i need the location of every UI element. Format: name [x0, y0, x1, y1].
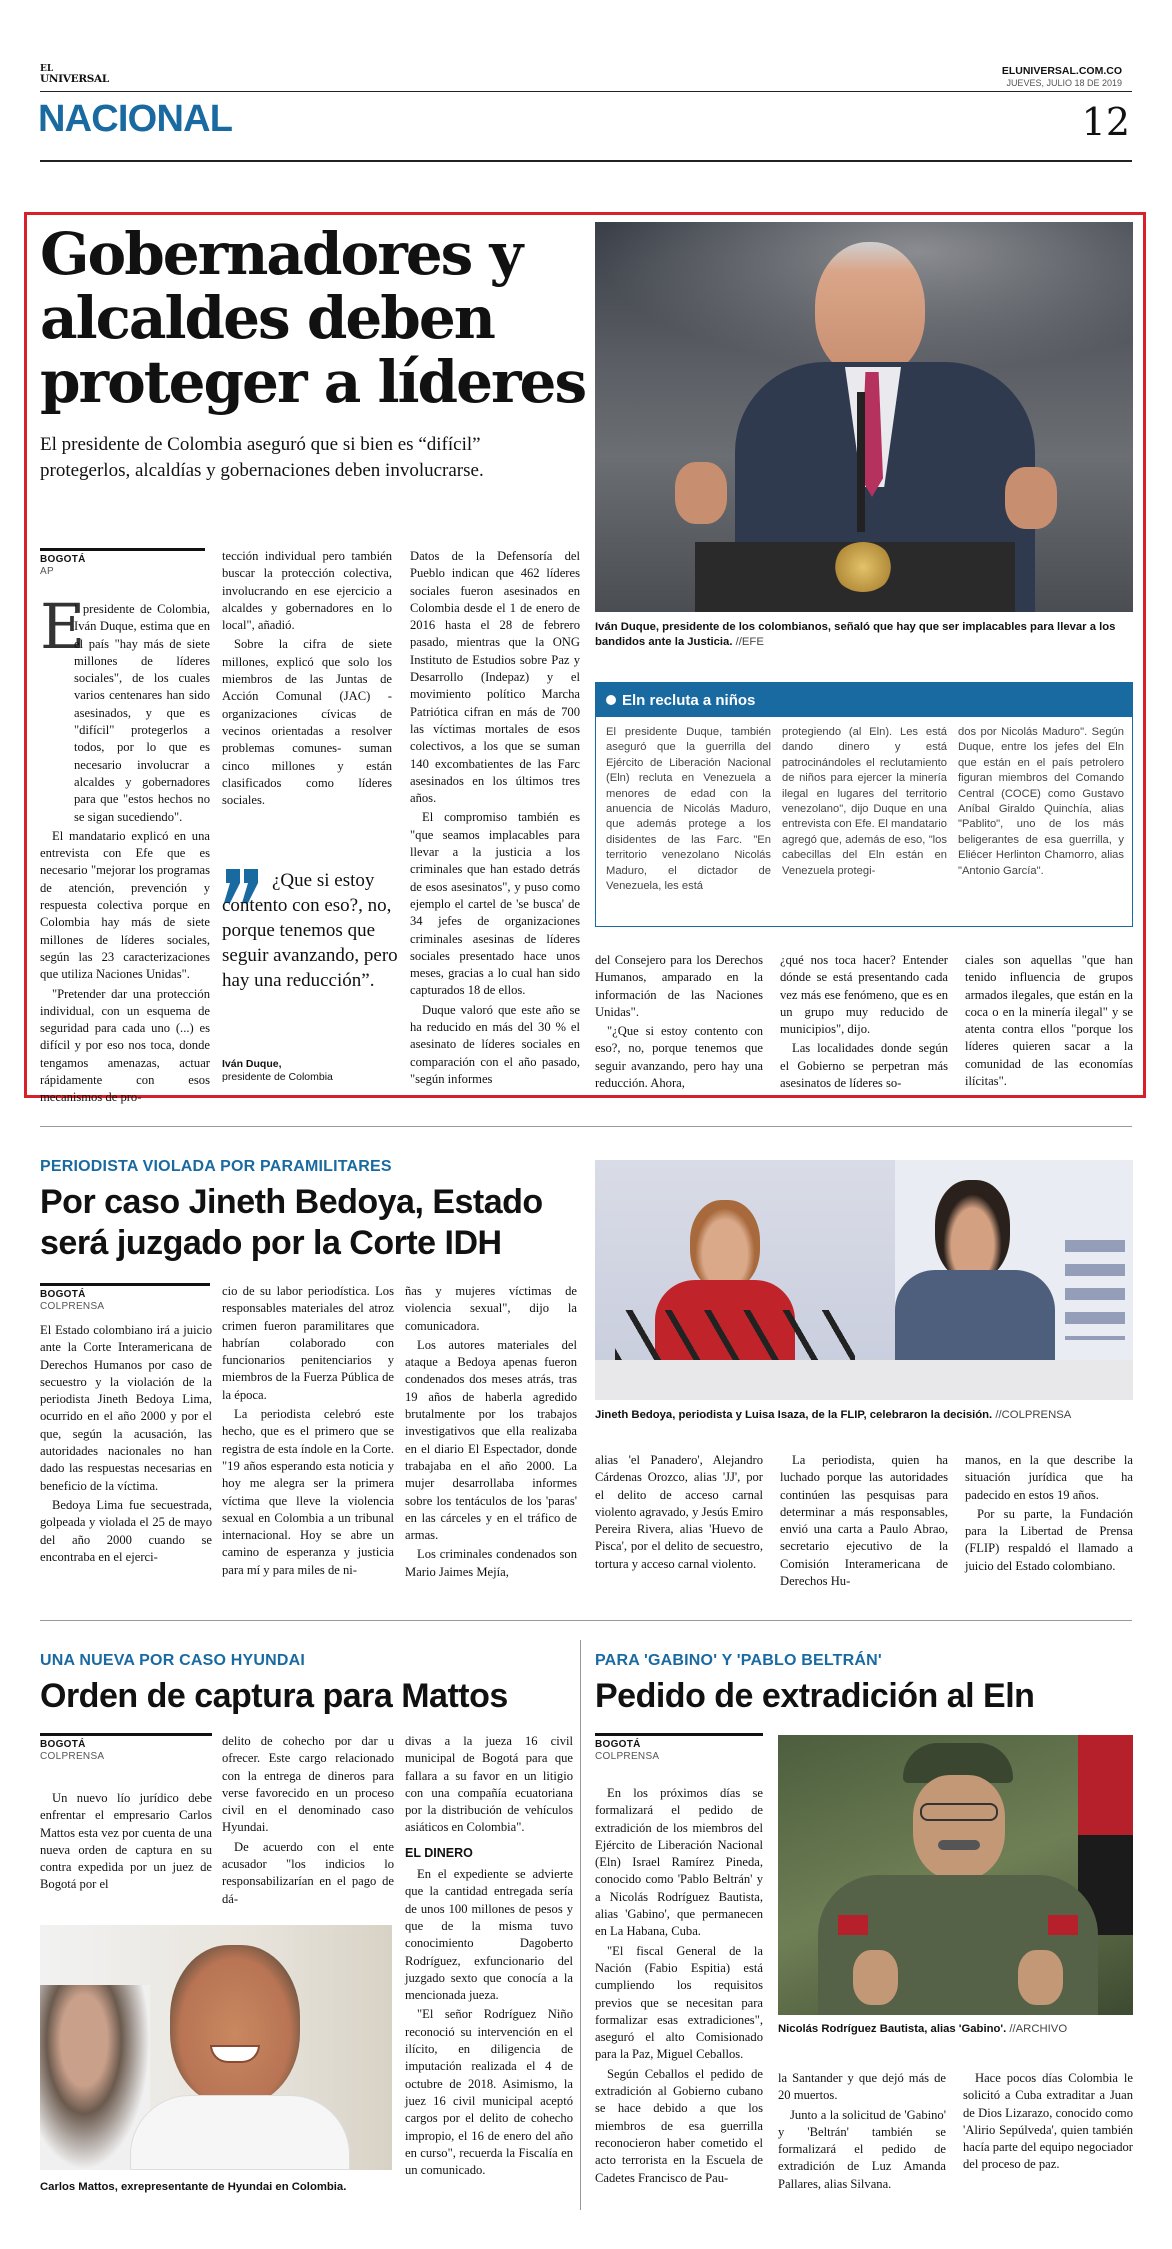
subhead: EL DINERO	[405, 1845, 473, 1860]
story4-headline: Pedido de extradición al Eln	[595, 1677, 1035, 1715]
story2-column-2	[222, 1283, 394, 1633]
armband-left	[838, 1915, 868, 1935]
table-edge	[595, 1360, 1133, 1400]
paragraph: Un nuevo lío jurídico debe enfrentar el empresario Carlos Mattos esta vez por cuenta de una nueva orden de captura en su contra expedida por un juez de Bogotá por el	[40, 1791, 212, 1892]
dateline-source: COLPRENSA	[40, 1751, 105, 1762]
photo-credit: //ARCHIVO	[1009, 2023, 1068, 2035]
sidebar-box	[595, 682, 1133, 927]
story3-column-1	[40, 1790, 212, 1915]
paragraph: Los criminales condenados son Mario Jaimes Mejía,	[405, 1547, 577, 1579]
story1-deck	[40, 432, 610, 484]
paragraph: El Estado colombiano irá a juicio ante la Corte Interamericana de Derechos Humanos por caso de secuestro y la violación de la periodista Jineth Bedoya Lima, ocurrido en el año 2000 y por el que, según la acusación, las autoridades nacionales no han dado las respuestas necesarias en beneficio de la víctima.	[40, 1323, 212, 1493]
gabino-head	[913, 1775, 1005, 1880]
dateline-source: AP	[40, 566, 54, 577]
story3-dateline	[40, 1733, 212, 1763]
story2-headline	[40, 1182, 600, 1264]
quote-role: presidente de Colombia	[222, 1071, 333, 1083]
story1-column-2	[222, 548, 392, 848]
headline-line: será juzgado por la Corte IDH	[40, 1224, 502, 1262]
headline-line: proteger a líderes	[40, 348, 586, 416]
sidebar-title: Eln recluta a niños	[622, 692, 756, 709]
story4-column-3	[963, 2070, 1133, 2205]
headline-line: Por caso Jineth Bedoya, Estado	[40, 1183, 543, 1221]
headline-line: alcaldes deben	[40, 284, 494, 352]
paragraph: l presidente de Colombia, Iván Duque, estima que en el país "hay más de siete millones de líderes sociales", de los cuales varios centenares han sido asesinados, y que es "difícil" protegerlos a todos, por lo que es necesario involucrar a alcaldes y gobernadores para que "estos hechos no se sigan sucediendo".	[74, 602, 210, 824]
dateline-source: COLPRENSA	[595, 1751, 660, 1762]
dateline-city: BOGOTÁ	[40, 1289, 86, 1300]
glasses	[920, 1803, 998, 1821]
story2-photo[interactable]	[595, 1160, 1133, 1400]
armband-right	[1048, 1915, 1078, 1935]
paragraph: En el expediente se advierte que la cantidad entregada sería de unos 100 millones de pesos y que de la misma tuvo conocimiento Dagoberto Rodríguez, exfuncionario del juzgado sexto que conocía a la mencionada jueza.	[405, 1867, 573, 2003]
dateline-city: BOGOTÁ	[595, 1739, 641, 1750]
caption-text: Jineth Bedoya, periodista y Luisa Isaza, de la FLIP, celebraron la decisión.	[595, 1409, 993, 1421]
story3-caption	[40, 2180, 392, 2195]
story4-column-1	[595, 1785, 763, 2205]
paragraph: Sobre la cifra de siete millones, explicó que solo los miembros de las Juntas de Acción Comunal (JAC) -organizaciones cívicas de vecinos orientadas a resolver problemas comunes- suman cinco millones y están clasificados como líderes sociales.	[222, 637, 392, 808]
story4-dateline	[595, 1733, 763, 1763]
sidebar-column-1: El presidente Duque, también aseguró que la guerrilla del Ejército de Liberación Nacional (Eln) recluta en Venezuela a menores de edad con la anuencia de Nicolás Maduro, que además protege a los disidentes de las Farc. "En territorio venezolano Nicolás Maduro, el dictador de Venezuela, les está	[606, 726, 771, 893]
sidebar-title-bar	[596, 685, 1132, 717]
paragraph: En los próximos días se formalizará el pedido de extradición de los miembros del Ejército de Liberación Nacional (Eln) Israel Ramírez Pineda, conocido como 'Pablo Beltrán' y a Nicolás Rodríguez Bautista, alias 'Gabino', que permanecen en La Habana, Cuba.	[595, 1786, 763, 1939]
right-hand	[1005, 467, 1057, 529]
woman-right-head	[935, 1180, 1010, 1280]
paragraph: Las localidades donde según el Gobierno se perpetran más asesinatos de líderes so-	[780, 1041, 948, 1091]
caption-text: Iván Duque, presidente de los colombianos, señaló que hay que ser implacables para llevar a los bandidos ante la Justicia.	[595, 621, 1116, 648]
paragraph: alias 'el Panadero', Alejandro Cárdenas Orozco, alias 'JJ', por el delito de acceso carnal violento agravado, y Jesús Emiro Pereira Rivera, alias 'Huevo de Pisca', por el delito de secuestro, tortura y acceso carnal violento.	[595, 1453, 763, 1571]
president-head	[815, 242, 925, 377]
paragraph: "¿Que si estoy contento con eso?, no, porque tenemos que seguir avanzando, pero hay una reducción. Ahora,	[595, 1024, 763, 1091]
caption-text: Nicolás Rodríguez Bautista, alias 'Gabino'.	[778, 2023, 1007, 2035]
paragraph: Junto a la solicitud de 'Gabino' y 'Beltrán' también se formalizará el pedido de extradición de Luz Amanda Pallares, alias Silvana.	[778, 2107, 946, 2191]
story4-photo[interactable]	[778, 1735, 1133, 2015]
paragraph: Bedoya Lima fue secuestrada, golpeada y violada el 25 de mayo del año 2000 cuando se encontraba en el ejerci-	[40, 1497, 212, 1564]
story1-caption	[595, 620, 1133, 650]
paragraph: divas a la jueza 16 civil municipal de Bogotá para que fallara a su favor en un litigio con una compañía ecuatoriana por la distribución de vehículos asiáticos en Colombia".	[405, 1734, 573, 1835]
story2-dateline	[40, 1283, 210, 1313]
microphone	[857, 392, 865, 532]
story1-column-6	[965, 952, 1133, 1092]
section-rule	[40, 160, 1132, 162]
header-rule	[40, 91, 1132, 92]
woman-left-head	[690, 1200, 760, 1290]
paragraph: manos, en la que describe la situación jurídica que ha padecido en estos 19 años.	[965, 1453, 1133, 1502]
story3-headline: Orden de captura para Mattos	[40, 1677, 508, 1715]
thumb-right	[1018, 1950, 1063, 2005]
caption-text: Carlos Mattos, exrepresentante de Hyundai en Colombia.	[40, 2181, 347, 2193]
column-divider	[580, 1640, 581, 2210]
story1-column-3	[410, 548, 580, 1088]
microphones	[615, 1310, 855, 1360]
photo-credit: //COLPRENSA	[995, 1409, 1072, 1421]
paragraph: El mandatario explicó en una entrevista con Efe que es necesario "mejorar los programas de atención, prevención y respuesta colectiva porque en Colombia hay más de siete millones de líderes sociales, según las 23 caracterizaciones que utiliza Naciones Unidas".	[40, 828, 210, 982]
story2-kicker: PERIODISTA VIOLADA POR PARAMILITARES	[40, 1158, 392, 1175]
story4-column-2	[778, 2070, 946, 2205]
paragraph: del Consejero para los Derechos Humanos, amparado en la información de las Naciones Unidas".	[595, 953, 763, 1019]
banner-lettering	[1065, 1240, 1125, 1340]
section-title: NACIONAL	[38, 98, 233, 140]
paragraph: "El fiscal General de la Nación (Fabio Espitia) está cumpliendo los requisitos previos que se necesitan para formalizar esas extradiciones", aseguró el alto Comisionado para la Paz, Miguel Ceballos.	[595, 1943, 763, 2062]
paragraph: Por su parte, la Fundación para la Libertad de Prensa (FLIP) respaldó el llamado a juicio del Estado colombiano.	[965, 1506, 1133, 1573]
story2-column-3	[405, 1283, 577, 1633]
paragraph: la Santander y que dejó más de 20 muertos.	[778, 2071, 946, 2103]
story1-column-4	[595, 952, 763, 1092]
divider	[40, 1126, 1132, 1127]
issue-date: JUEVES, JULIO 18 DE 2019	[1006, 78, 1122, 88]
paragraph: La periodista celebró este hecho, que es el primero que se registra de esta índole en la Corte. "19 años esperando esta noticia y hoy me alegra ser la primera víctima que lleve la violencia sexual en Colombia a un tribunal internacional. Hoy se abre un camino de esperanza y justicia para mí y para miles de ni-	[222, 1407, 394, 1577]
drop-cap: E	[40, 590, 86, 663]
story4-kicker: PARA 'GABINO' Y 'PABLO BELTRÁN'	[595, 1652, 882, 1669]
story3-photo[interactable]	[40, 1925, 392, 2170]
paragraph: delito de cohecho por dar u ofrecer. Este cargo relacionado con la entrega de dineros para verse favorecido en un proceso civil en el denominado caso Hyundai.	[222, 1734, 394, 1835]
story2-column-6	[965, 1452, 1133, 1632]
story1-headline	[40, 222, 600, 414]
paragraph: De acuerdo con el ente acusador "los indicios lo responsabilizarían en el pago de dá-	[222, 1839, 394, 1906]
story3-column-3	[405, 1733, 573, 2203]
site-url[interactable]: ELUNIVERSAL.COM.CO	[1001, 65, 1122, 77]
story1-column-1	[40, 601, 210, 1105]
sidebar-column-3: dos por Nicolás Maduro". Según Duque, entre los jefes del Eln que están en el país petrolero figuran miembros del Comando Central (COCE) como Gustavo Aníbal Giraldo Quinchía, alias "Pablito", uno de los más beligerantes de esa guerrilla, y Eliécer Herlinton Chamorro, alias "Antonio García".	[958, 726, 1124, 877]
masthead-logo[interactable]	[40, 64, 110, 84]
pull-quote: ¿Que si estoy contento con eso?, no, porque tenemos que seguir avanzando, pero hay una reducción”.	[222, 870, 398, 991]
deck-line: protegerlos, alcaldías y gobernaciones deben involucrarse.	[40, 460, 484, 481]
story2-column-5	[780, 1452, 948, 1632]
paragraph: "Pretender dar una protección individual, con un esquema de seguridad para cada uno (...) es difícil y por eso nos toca, donde tengamos amenazas, actuar rápidamente con esos mecanismos de pro-	[40, 986, 210, 1105]
photo-credit: //EFE	[735, 636, 764, 648]
coat-of-arms	[833, 542, 893, 592]
paragraph: Duque valoró que este año se ha reducido en más del 30 % el asesinato de líderes sociales en comparación con el año pasado, "según informes	[410, 1002, 580, 1086]
paragraph: Según Ceballos el pedido de extradición al Gobierno cubano se hace debido a que los miembros de esa guerrilla reconocieron haber cometido el acto terrorista en la Escuela de Cadetes Francisco de Pau-	[595, 2066, 763, 2185]
story1-column-5	[780, 952, 948, 1092]
story3-kicker: UNA NUEVA POR CASO HYUNDAI	[40, 1652, 306, 1669]
paragraph: ñas y mujeres víctimas de violencia sexual", dijo la comunicadora.	[405, 1284, 577, 1333]
paragraph: "El señor Rodríguez Niño reconoció su intervención en el ilícito, en diligencia de imputación realizada el 4 de octubre de 2018. Asimismo, la juez 16 civil municipal aceptó cargos por el delito de cohecho impropio, el 16 de enero del año en curso", recuerda la Fiscalía en un comunicado.	[405, 2007, 573, 2178]
paragraph: Los autores materiales del ataque a Bedoya apenas fueron condenados dos meses atrás, tras 19 años de haberla agredido brutalmente por los trabajos investigativos que ella realizaba en el diario El Espectador, donde trabajaba en el año 2000. La mujer desarrollaba informes sobre los tentáculos de los 'paras' en las cárceles y en el tráfico de armas.	[405, 1337, 577, 1543]
paragraph: Hace pocos días Colombia le solicitó a Cuba extraditar a Juan de Dios Lizarazo, conocido como 'Alirio Sepúlveda', quien también hacía parte del equipo negociador del proceso de paz.	[963, 2071, 1133, 2172]
quote-author: Iván Duque,	[222, 1058, 282, 1070]
deck-line: El presidente de Colombia aseguró que si bien es “difícil”	[40, 434, 481, 455]
story3-column-2	[222, 1733, 394, 1906]
story4-caption	[778, 2022, 1133, 2037]
paragraph: Datos de la Defensoría del Pueblo indican que 462 líderes sociales fueron asesinados en Colombia desde el 1 de enero de 2016 hasta el 28 de febrero pasado, mientras que la ONG Instituto de Estudios sobre Paz y Desarrollo (Indepaz) y el movimiento político Marcha Patriótica cifran en más de 700 las víctimas mortales de esos colectivos, a los que se suman 140 excombatientes de las Farc asesinados en los últimos tres años.	[410, 549, 580, 806]
divider	[40, 1620, 1132, 1621]
paragraph: tección individual pero también buscar la protección colectiva, involucrando en ese ejercicio a alcaldes y gobernadores en lo local", añadió.	[222, 549, 392, 633]
paragraph: ciales son aquellas "que han tenido influencia de grupos armados ilegales, que están en la coca o en la minería ilegal" y se atenta contra ellos "porque los líderes quieren sacar a la comunidad de las economías ilícitas".	[965, 953, 1133, 1089]
logo-top: EL	[40, 64, 54, 74]
thumb-left	[853, 1950, 898, 2005]
dateline-source: COLPRENSA	[40, 1301, 105, 1312]
dateline-city: BOGOTÁ	[40, 554, 86, 565]
paragraph: El compromiso también es "que seamos implacables para llevar a la justicia a los criminales que han estado detrás de esos asesinatos", y puso como ejemplo el cartel de 'se busca' de 34 jefes de organizaciones criminales asesinas de líderes sociales presentado hace unos meses, gracias a lo cual han sido capturados 18 de ellos.	[410, 810, 580, 998]
paragraph: La periodista, quien ha luchado porque las autoridades continúen las pesquisas para determinar a más responsables, envió una carta a Paulo Abrao, secretario ejecutivo de la Comisión Interamericana de Derechos Hu-	[780, 1453, 948, 1589]
mattos-head	[170, 1945, 300, 2105]
paragraph: ¿qué nos toca hacer? Entender dónde se está presentando cada vez más ese fenómeno, que es en un grupo muy reducido de municipios", dijo.	[780, 953, 948, 1037]
story2-column-1	[40, 1322, 212, 1632]
quote-attribution	[222, 1058, 402, 1084]
dateline-city: BOGOTÁ	[40, 1739, 86, 1750]
story2-column-4	[595, 1452, 763, 1632]
left-hand	[675, 462, 727, 524]
story2-caption	[595, 1408, 1133, 1423]
mustache	[938, 1840, 980, 1850]
headline-line: Gobernadores y	[40, 220, 522, 288]
mattos-shirt	[130, 2095, 350, 2170]
sidebar-column-2: protegiendo (al Eln). Les está dando dinero y está patrocinándoles el reclutamiento de niños para ejercer la minería ilegal en lugares del territorio venezolano", dijo Duque en una entrevista con Efe. El mandatario agregó que, además de eso, "los cabecillas del Eln están en Venezuela protegi-	[782, 726, 947, 877]
story1-dateline	[40, 548, 205, 578]
page-number: 12	[1081, 100, 1130, 144]
bullet-icon	[606, 695, 616, 705]
logo-bottom: UNIVERSAL	[40, 73, 109, 85]
paragraph: cio de su labor periodística. Los responsables materiales del atroz crimen fueron paramilitares que habrían colaborado con funcionarios penitenciarios y miembros de la Fuerza Pública de la época.	[222, 1284, 394, 1402]
story1-photo[interactable]	[595, 222, 1133, 612]
